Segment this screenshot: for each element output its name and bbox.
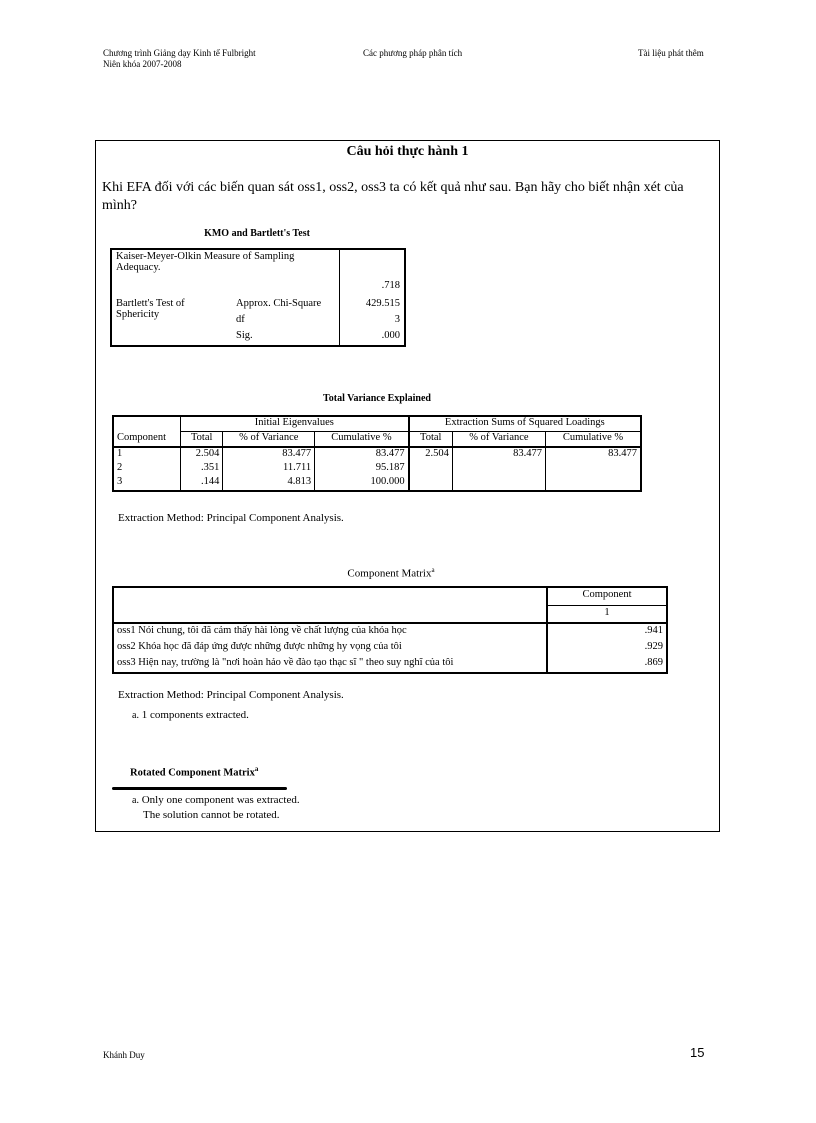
kmo-value: .718 <box>340 249 406 292</box>
variance-note: Extraction Method: Principal Component Analysis. <box>118 512 344 524</box>
table-row <box>113 447 641 462</box>
table-row <box>113 587 667 605</box>
table-row <box>113 640 667 656</box>
cell-pct: 4.813 <box>223 476 315 491</box>
col-pct-variance: % of Variance <box>223 432 315 448</box>
kmo-table <box>110 248 406 347</box>
footer-author: Khánh Duy <box>103 1050 145 1060</box>
table-row <box>113 605 667 623</box>
variance-group-initial: Initial Eigenvalues <box>181 416 409 432</box>
variance-group-extraction: Extraction Sums of Squared Loadings <box>409 416 641 432</box>
cell-pct: 83.477 <box>223 447 315 462</box>
component-matrix-sup: a <box>431 566 435 574</box>
cell-ext-pct: 83.477 <box>452 447 545 462</box>
bartlett-row-label: df <box>236 314 245 325</box>
table-row <box>113 656 667 673</box>
header-year: Niên khóa 2007-2008 <box>103 59 182 69</box>
header-center: Các phương pháp phân tích <box>363 48 463 58</box>
cell-total: .351 <box>181 462 223 476</box>
exercise-question: Khi EFA đối với các biến quan sát oss1, oss2, oss3 ta có kết quả như sau. Bạn hãy cho biết nhận xét của mình? <box>102 180 684 213</box>
cell-component: 2 <box>117 462 123 473</box>
component-matrix-title-text: Component Matrix <box>347 567 432 580</box>
header-program: Chương trình Giảng dạy Kinh tế Fulbright <box>103 48 256 58</box>
item-loading: .929 <box>547 640 667 656</box>
table-row <box>111 249 405 292</box>
component-col-sub: 1 <box>547 605 667 623</box>
page-number: 15 <box>690 1045 705 1060</box>
col-component: Component <box>113 432 181 448</box>
cell-pct: 11.711 <box>223 462 315 476</box>
cell-ext-cum <box>546 462 642 476</box>
rotated-matrix-title-text: Rotated Component Matrix <box>130 767 255 779</box>
footnote-text: 1 components extracted. <box>141 709 249 721</box>
bartlett-row-value: .000 <box>340 329 406 346</box>
component-matrix-footnote <box>132 709 249 721</box>
table-row <box>113 623 667 640</box>
component-matrix-title <box>326 566 456 580</box>
cell-component: 3 <box>117 476 123 487</box>
rotated-matrix-footnote <box>132 793 300 823</box>
rotated-matrix-rule <box>112 787 287 790</box>
exercise-title: Câu hỏi thực hành 1 <box>346 144 469 159</box>
kmo-title: KMO and Bartlett's Test <box>204 228 310 239</box>
cell-ext-pct <box>452 462 545 476</box>
col-cumulative: Cumulative % <box>315 432 409 448</box>
table-row <box>111 292 405 313</box>
bartlett-label: Bartlett's Test of Sphericity <box>116 298 185 320</box>
component-matrix-note: Extraction Method: Principal Component Analysis. <box>118 689 344 701</box>
cell-ext-total <box>409 476 453 491</box>
item-label: oss2 Khóa học đã đáp ứng được những được những hy vọng của tôi <box>117 640 402 652</box>
cell-cum: 95.187 <box>315 462 409 476</box>
header-right: Tài liệu phát thêm <box>638 48 704 58</box>
footnote-line1: Only one component was extracted. <box>141 794 300 806</box>
header-left <box>103 48 256 70</box>
table-row <box>113 462 641 476</box>
variance-table <box>112 415 642 492</box>
bartlett-row-value: 3 <box>340 313 406 329</box>
variance-title: Total Variance Explained <box>323 393 431 404</box>
item-label: oss1 Nói chung, tôi đã cảm thấy hài lòng về chất lượng của khóa học <box>117 624 407 636</box>
bartlett-row-label: Approx. Chi-Square <box>236 298 322 309</box>
item-loading: .941 <box>547 623 667 640</box>
cell-ext-total <box>409 462 453 476</box>
kmo-label: Kaiser-Meyer-Olkin Measure of Sampling Adequacy. <box>116 251 295 273</box>
cell-total: .144 <box>181 476 223 491</box>
col-ext-pct-variance: % of Variance <box>452 432 545 448</box>
footnote-line2: The solution cannot be rotated. <box>143 809 280 821</box>
col-ext-total: Total <box>409 432 453 448</box>
cell-ext-pct <box>452 476 545 491</box>
footnote-mark: a. <box>132 795 139 806</box>
col-total: Total <box>181 432 223 448</box>
cell-ext-total: 2.504 <box>409 447 453 462</box>
bartlett-row-label: Sig. <box>236 330 253 341</box>
cell-ext-cum: 83.477 <box>546 447 642 462</box>
table-row <box>113 416 641 432</box>
item-label: oss3 Hiện nay, trường là "nơi hoàn hảo về đào tạo thạc sĩ " theo suy nghĩ của tôi <box>117 656 454 668</box>
cell-component: 1 <box>117 448 123 459</box>
bartlett-row-value: 429.515 <box>340 292 406 313</box>
cell-total: 2.504 <box>181 447 223 462</box>
rotated-matrix-title <box>130 765 258 779</box>
component-matrix-table <box>112 586 668 674</box>
table-row <box>113 476 641 491</box>
col-ext-cumulative: Cumulative % <box>546 432 642 448</box>
exercise-frame <box>95 140 720 832</box>
footnote-mark: a. <box>132 710 139 721</box>
item-loading: .869 <box>547 656 667 673</box>
cell-ext-cum <box>546 476 642 491</box>
component-col-header: Component <box>547 587 667 605</box>
cell-cum: 100.000 <box>315 476 409 491</box>
table-row <box>113 432 641 448</box>
cell-cum: 83.477 <box>315 447 409 462</box>
rotated-matrix-sup: a <box>254 765 259 773</box>
